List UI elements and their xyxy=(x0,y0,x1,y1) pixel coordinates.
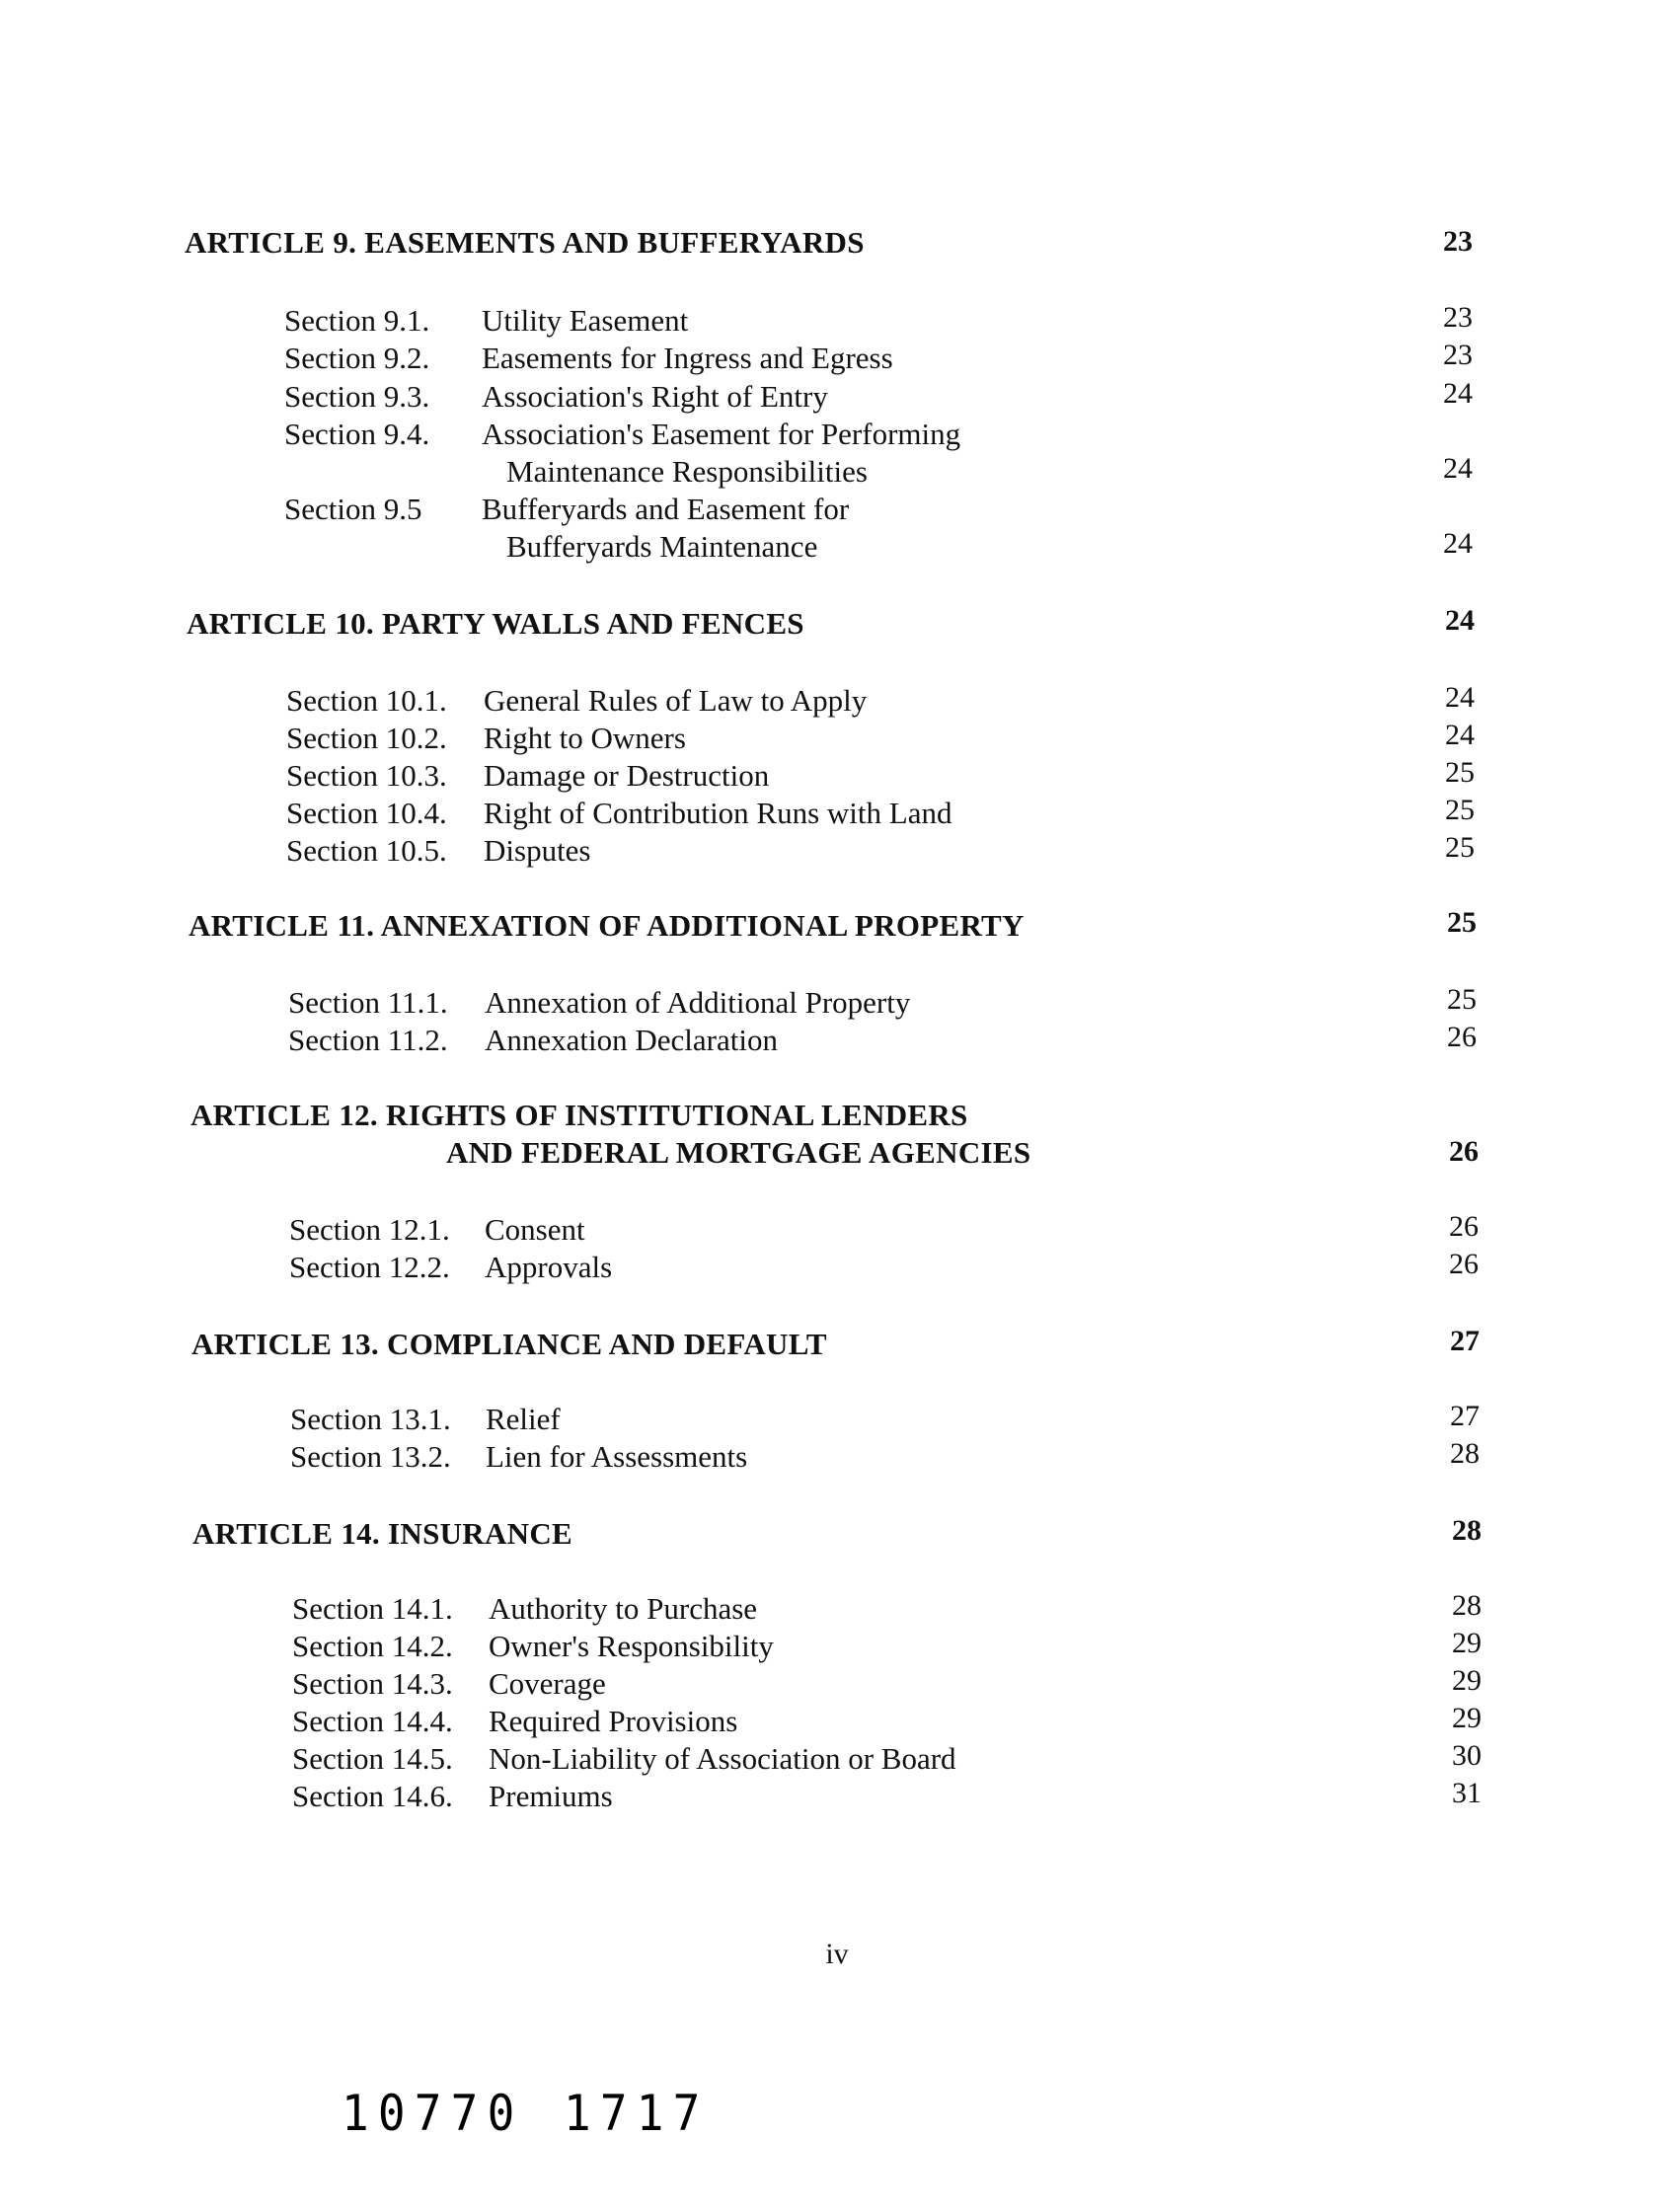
section-title: Authority to Purchase xyxy=(489,1591,758,1626)
section-page-number: 25 xyxy=(1445,794,1475,826)
section-number: Section 14.5. xyxy=(292,1741,453,1776)
article-heading-continued: AND FEDERAL MORTGAGE AGENCIES xyxy=(446,1135,1031,1170)
article-heading: ARTICLE 11. ANNEXATION OF ADDITIONAL PROPERTY xyxy=(189,908,1025,943)
section-page-number: 24 xyxy=(1445,719,1475,751)
article-page-number: 27 xyxy=(1450,1325,1480,1357)
section-title: Easements for Ingress and Egress xyxy=(482,341,893,375)
section-number: Section 13.2. xyxy=(290,1439,451,1474)
section-page-number: 23 xyxy=(1443,339,1473,371)
section-number: Section 11.2. xyxy=(288,1023,448,1057)
section-number: Section 14.2. xyxy=(292,1629,453,1663)
section-page-number: 31 xyxy=(1452,1777,1482,1809)
section-title: Required Provisions xyxy=(489,1704,738,1738)
recording-page-number: 1717 xyxy=(563,2085,710,2142)
section-page-number: 24 xyxy=(1445,681,1475,714)
article-page-number: 28 xyxy=(1452,1514,1482,1547)
section-title: Non-Liability of Association or Board xyxy=(489,1741,956,1776)
section-title: Association's Easement for Performing xyxy=(482,417,961,451)
section-number: Section 9.1. xyxy=(284,303,430,338)
section-title: Annexation of Additional Property xyxy=(485,985,911,1020)
section-title: General Rules of Law to Apply xyxy=(484,683,868,718)
section-page-number: 26 xyxy=(1449,1210,1479,1243)
section-number: Section 10.4. xyxy=(286,796,447,830)
section-number: Section 10.1. xyxy=(286,683,447,718)
article-heading: ARTICLE 14. INSURANCE xyxy=(192,1516,573,1551)
section-page-number: 30 xyxy=(1452,1739,1482,1772)
section-number: Section 9.4. xyxy=(284,417,430,451)
page-folio: iv xyxy=(825,1938,849,1970)
section-number: Section 9.5 xyxy=(284,492,422,526)
section-title: Bufferyards and Easement for xyxy=(482,492,850,526)
section-title: Consent xyxy=(485,1212,585,1247)
section-number: Section 9.3. xyxy=(284,379,430,414)
section-page-number: 28 xyxy=(1450,1437,1480,1470)
section-title: Lien for Assessments xyxy=(486,1439,748,1474)
section-title: Association's Right of Entry xyxy=(482,379,828,414)
section-title: Disputes xyxy=(484,833,591,868)
section-number: Section 14.3. xyxy=(292,1666,453,1701)
section-page-number: 29 xyxy=(1452,1627,1482,1659)
section-number: Section 14.1. xyxy=(292,1591,453,1626)
section-number: Section 10.2. xyxy=(286,721,447,755)
section-page-number: 24 xyxy=(1443,377,1473,410)
section-page-number: 25 xyxy=(1445,831,1475,864)
section-page-number: 26 xyxy=(1449,1248,1479,1280)
section-page-number: 25 xyxy=(1447,983,1477,1016)
section-page-number: 23 xyxy=(1443,301,1473,334)
section-number: Section 11.1. xyxy=(288,985,448,1020)
section-page-number: 24 xyxy=(1443,452,1473,485)
article-page-number: 23 xyxy=(1443,225,1473,258)
recording-stamp xyxy=(342,2085,710,2142)
section-number: Section 14.6. xyxy=(292,1779,453,1813)
section-title-continued: Maintenance Responsibilities xyxy=(506,454,868,489)
article-page-number: 24 xyxy=(1445,604,1475,637)
section-number: Section 10.5. xyxy=(286,833,447,868)
section-page-number: 29 xyxy=(1452,1664,1482,1697)
section-number: Section 14.4. xyxy=(292,1704,453,1738)
article-heading: ARTICLE 12. RIGHTS OF INSTITUTIONAL LENDERS xyxy=(190,1098,968,1132)
section-title: Relief xyxy=(486,1402,561,1436)
section-page-number: 28 xyxy=(1452,1589,1482,1622)
section-title: Approvals xyxy=(485,1250,613,1284)
section-title: Owner's Responsibility xyxy=(489,1629,774,1663)
section-title: Premiums xyxy=(489,1779,613,1813)
section-page-number: 25 xyxy=(1445,756,1475,789)
article-heading: ARTICLE 9. EASEMENTS AND BUFFERYARDS xyxy=(185,225,865,260)
section-title: Damage or Destruction xyxy=(484,758,770,793)
section-title: Right of Contribution Runs with Land xyxy=(484,796,952,830)
section-number: Section 9.2. xyxy=(284,341,430,375)
section-page-number: 24 xyxy=(1443,527,1473,560)
section-page-number: 27 xyxy=(1450,1400,1480,1432)
section-title-continued: Bufferyards Maintenance xyxy=(506,529,818,564)
section-page-number: 26 xyxy=(1447,1021,1477,1053)
section-title: Annexation Declaration xyxy=(485,1023,778,1057)
section-title: Utility Easement xyxy=(482,303,689,338)
recording-book-number: 10770 xyxy=(342,2085,524,2142)
section-title: Right to Owners xyxy=(484,721,686,755)
section-number: Section 12.1. xyxy=(289,1212,450,1247)
section-number: Section 13.1. xyxy=(290,1402,451,1436)
section-number: Section 12.2. xyxy=(289,1250,450,1284)
section-page-number: 29 xyxy=(1452,1702,1482,1734)
section-number: Section 10.3. xyxy=(286,758,447,793)
article-page-number: 26 xyxy=(1449,1135,1479,1168)
section-title: Coverage xyxy=(489,1666,606,1701)
article-page-number: 25 xyxy=(1447,906,1477,939)
article-heading: ARTICLE 10. PARTY WALLS AND FENCES xyxy=(187,606,804,641)
article-heading: ARTICLE 13. COMPLIANCE AND DEFAULT xyxy=(191,1327,827,1361)
